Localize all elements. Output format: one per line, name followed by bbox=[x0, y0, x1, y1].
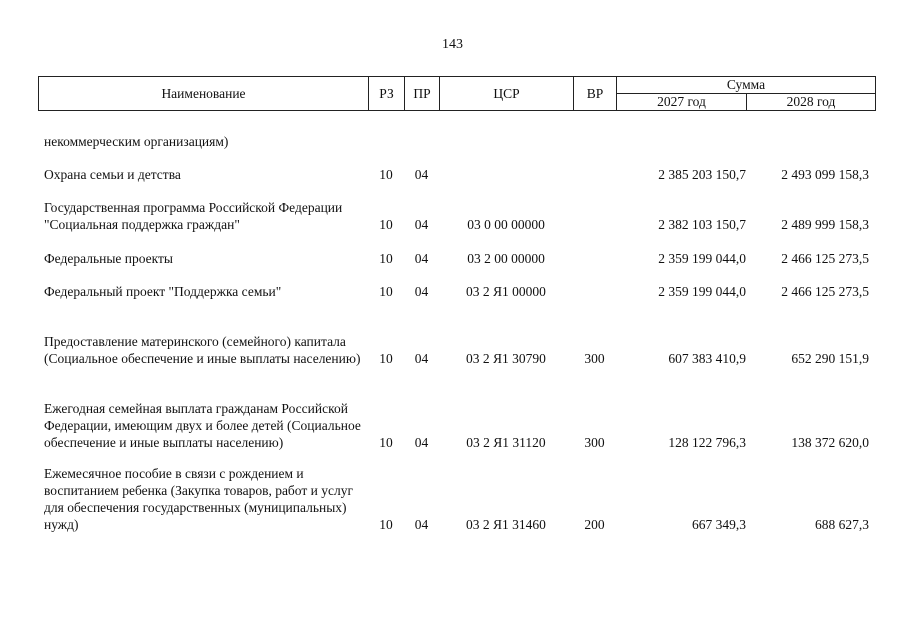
row-vr bbox=[573, 183, 616, 233]
row-sum-2028: 2 493 099 158,3 bbox=[781, 167, 869, 182]
table-row bbox=[38, 183, 875, 233]
table-row bbox=[38, 367, 875, 451]
row-sum-2028 bbox=[746, 120, 875, 150]
row-rz: 10 bbox=[379, 517, 393, 532]
row-vr: 300 bbox=[584, 435, 605, 450]
row-pr: 04 bbox=[414, 284, 429, 299]
table-header bbox=[38, 76, 876, 111]
row-rz: 10 bbox=[379, 435, 393, 450]
header-pr: ПР bbox=[405, 77, 440, 111]
table-row bbox=[38, 451, 875, 533]
header-year-2027: 2027 год bbox=[617, 94, 747, 111]
row-vr: 300 bbox=[584, 351, 605, 366]
table-row bbox=[38, 300, 875, 367]
row-name: Федеральный проект "Поддержка семьи" bbox=[44, 284, 282, 299]
table-row bbox=[38, 150, 875, 183]
header-sum: Сумма bbox=[617, 77, 876, 94]
row-csr: 03 0 00 00000 bbox=[467, 217, 545, 232]
row-pr: 04 bbox=[414, 217, 429, 232]
header-vr: ВР bbox=[574, 77, 617, 111]
row-vr bbox=[573, 120, 616, 150]
row-csr: 03 2 Я1 31120 bbox=[466, 435, 546, 450]
row-sum-2028: 2 466 125 273,5 bbox=[781, 284, 869, 299]
row-sum-2027 bbox=[616, 120, 746, 150]
row-rz bbox=[368, 120, 404, 150]
row-name: некоммерческим организациям) bbox=[44, 134, 229, 149]
row-pr: 04 bbox=[414, 351, 429, 366]
row-name: Предоставление материнского (семейного) капитала (Социальное обеспечение и иные выплаты населению) bbox=[44, 334, 361, 366]
row-sum-2028: 652 290 151,9 bbox=[791, 351, 869, 366]
row-csr: 03 2 00 00000 bbox=[467, 251, 545, 266]
row-vr bbox=[573, 267, 616, 300]
header-year-2028: 2028 год bbox=[747, 94, 876, 111]
row-csr bbox=[439, 150, 573, 183]
row-name: Федеральные проекты bbox=[44, 251, 173, 266]
row-vr bbox=[573, 150, 616, 183]
row-sum-2028: 138 372 620,0 bbox=[791, 435, 869, 450]
header-name: Наименование bbox=[39, 77, 369, 111]
row-pr: 04 bbox=[414, 251, 429, 266]
row-csr: 03 2 Я1 00000 bbox=[466, 284, 546, 299]
row-sum-2027: 2 385 203 150,7 bbox=[658, 167, 746, 182]
row-pr bbox=[404, 120, 439, 150]
row-pr: 04 bbox=[414, 435, 429, 450]
row-csr: 03 2 Я1 31460 bbox=[466, 517, 546, 532]
header-rz: РЗ bbox=[369, 77, 405, 111]
row-name: Ежегодная семейная выплата гражданам Российской Федерации, имеющим двух и более детей (Социальное обеспечение и иные выплаты населению) bbox=[44, 401, 361, 450]
row-name: Ежемесячное пособие в связи с рождением и воспитанием ребенка (Закупка товаров, работ и услуг для обеспечения государственных (муниципальных) нужд) bbox=[44, 466, 354, 532]
row-sum-2028: 2 466 125 273,5 bbox=[781, 251, 869, 266]
row-pr: 04 bbox=[414, 517, 429, 532]
table-row bbox=[38, 267, 875, 300]
table-row bbox=[38, 233, 875, 267]
row-sum-2028: 688 627,3 bbox=[815, 517, 869, 532]
row-sum-2027: 2 359 199 044,0 bbox=[658, 251, 746, 266]
row-rz: 10 bbox=[379, 167, 393, 182]
row-pr: 04 bbox=[414, 167, 429, 182]
page-number: 143 bbox=[442, 37, 463, 52]
row-rz: 10 bbox=[379, 217, 393, 232]
row-sum-2027: 2 382 103 150,7 bbox=[658, 217, 746, 232]
row-name: Государственная программа Российской Федерации "Социальная поддержка граждан" bbox=[44, 200, 343, 232]
row-vr bbox=[573, 233, 616, 267]
row-rz: 10 bbox=[379, 351, 393, 366]
row-csr bbox=[439, 120, 573, 150]
row-rz: 10 bbox=[379, 284, 393, 299]
row-name: Охрана семьи и детства bbox=[44, 167, 181, 182]
row-sum-2027: 2 359 199 044,0 bbox=[658, 284, 746, 299]
table-body bbox=[38, 120, 875, 533]
header-csr: ЦСР bbox=[440, 77, 574, 111]
row-sum-2027: 667 349,3 bbox=[692, 517, 746, 532]
row-sum-2027: 607 383 410,9 bbox=[668, 351, 746, 366]
table-row bbox=[38, 120, 875, 150]
row-vr: 200 bbox=[584, 517, 605, 532]
row-sum-2027: 128 122 796,3 bbox=[668, 435, 746, 450]
row-csr: 03 2 Я1 30790 bbox=[466, 351, 546, 366]
row-rz: 10 bbox=[379, 251, 393, 266]
row-sum-2028: 2 489 999 158,3 bbox=[781, 217, 869, 232]
